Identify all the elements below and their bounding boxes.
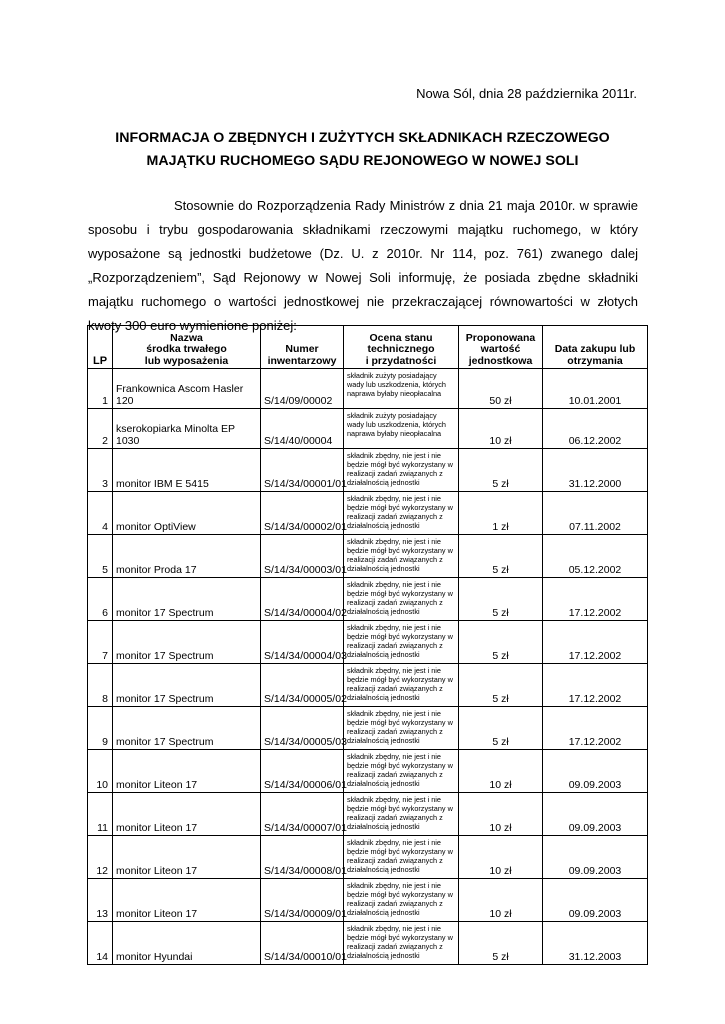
- header-name: Nazwa środka trwałego lub wyposażenia: [113, 326, 261, 369]
- table-row: [88, 750, 648, 793]
- row-condition: składnik zbędny, nie jest i nie będzie mógł być wykorzystany w realizacji zadań związanych z działalnością jednostki: [344, 922, 459, 965]
- row-value: 5 zł: [459, 449, 543, 492]
- row-number: S/14/34/00008/01: [261, 836, 344, 879]
- table-row: [88, 535, 648, 578]
- row-name: kserokopiarka Minolta EP 1030: [113, 409, 261, 449]
- table-row: [88, 793, 648, 836]
- row-condition: składnik zbędny, nie jest i nie będzie mógł być wykorzystany w realizacji zadań związanych z działalnością jednostki: [344, 449, 459, 492]
- row-name: monitor IBM E 5415: [113, 449, 261, 492]
- header-value: Proponowana wartość jednostkowa: [459, 326, 543, 369]
- row-name: monitor 17 Spectrum: [113, 578, 261, 621]
- row-lp: 3: [88, 449, 113, 492]
- row-date: 09.09.2003: [543, 836, 648, 879]
- table-row: [88, 369, 648, 409]
- row-date: 31.12.2000: [543, 449, 648, 492]
- row-lp: 6: [88, 578, 113, 621]
- table-row: [88, 879, 648, 922]
- table-row: [88, 707, 648, 750]
- header-lp: LP: [88, 326, 113, 369]
- row-date: 09.09.2003: [543, 793, 648, 836]
- row-date: 17.12.2002: [543, 578, 648, 621]
- row-name: monitor Hyundai: [113, 922, 261, 965]
- row-lp: 5: [88, 535, 113, 578]
- title-line-2: MAJĄTKU RUCHOMEGO SĄDU REJONOWEGO W NOWEJ SOLI: [146, 153, 579, 169]
- title-line-1: INFORMACJA O ZBĘDNYCH I ZUŻYTYCH SKŁADNIKACH RZECZOWEGO: [115, 130, 610, 146]
- row-date: 06.12.2002: [543, 409, 648, 449]
- row-date: 09.09.2003: [543, 879, 648, 922]
- row-number: S/14/34/00007/01: [261, 793, 344, 836]
- row-value: 5 zł: [459, 621, 543, 664]
- row-value: 5 zł: [459, 578, 543, 621]
- table-row: [88, 578, 648, 621]
- row-number: S/14/34/00006/01: [261, 750, 344, 793]
- row-date: 10.01.2001: [543, 369, 648, 409]
- row-number: S/14/34/00009/01: [261, 879, 344, 922]
- row-number: S/14/34/00004/02: [261, 578, 344, 621]
- row-condition: składnik zbędny, nie jest i nie będzie mógł być wykorzystany w realizacji zadań związanych z działalnością jednostki: [344, 535, 459, 578]
- row-value: 10 zł: [459, 750, 543, 793]
- row-name: monitor Liteon 17: [113, 750, 261, 793]
- row-condition: składnik zużyty posiadający wady lub uszkodzenia, których naprawa byłaby nieopłacalna: [344, 369, 459, 409]
- row-date: 05.12.2002: [543, 535, 648, 578]
- row-condition: składnik zbędny, nie jest i nie będzie mógł być wykorzystany w realizacji zadań związanych z działalnością jednostki: [344, 836, 459, 879]
- row-lp: 2: [88, 409, 113, 449]
- row-number: S/14/40/00004: [261, 409, 344, 449]
- row-lp: 13: [88, 879, 113, 922]
- row-condition: składnik zbędny, nie jest i nie będzie mógł być wykorzystany w realizacji zadań związanych z działalnością jednostki: [344, 707, 459, 750]
- row-name: Frankownica Ascom Hasler 120: [113, 369, 261, 409]
- row-number: S/14/34/00001/01: [261, 449, 344, 492]
- intro-paragraph: Stosownie do Rozporządzenia Rady Ministrów z dnia 21 maja 2010r. w sprawie sposobu i trybu gospodarowania składnikami rzeczowymi majątku ruchomego, w który wyposażone są jednostki budżetowe (Dz. U. z 2010r. Nr 114, poz. 761) zwanego dalej „Rozporządzeniem”, Sąd Rejonowy w Nowej Soli informuję, że posiada zbędne składniki majątku ruchomego o wartości jednostkowej nie przekraczającej równowartości w złotych kwoty 300 euro wymienione poniżej:: [88, 198, 638, 333]
- row-number: S/14/34/00005/03: [261, 707, 344, 750]
- row-lp: 12: [88, 836, 113, 879]
- table-body: [88, 369, 648, 965]
- row-value: 50 zł: [459, 369, 543, 409]
- row-condition: składnik zbędny, nie jest i nie będzie mógł być wykorzystany w realizacji zadań związanych z działalnością jednostki: [344, 492, 459, 535]
- row-name: monitor Liteon 17: [113, 836, 261, 879]
- table-row: [88, 836, 648, 879]
- row-name: monitor Proda 17: [113, 535, 261, 578]
- row-condition: składnik zbędny, nie jest i nie będzie mógł być wykorzystany w realizacji zadań związanych z działalnością jednostki: [344, 879, 459, 922]
- row-name: monitor 17 Spectrum: [113, 621, 261, 664]
- table-header-row: [88, 326, 648, 369]
- row-condition: składnik zbędny, nie jest i nie będzie mógł być wykorzystany w realizacji zadań związanych z działalnością jednostki: [344, 664, 459, 707]
- row-number: S/14/34/00005/02: [261, 664, 344, 707]
- row-condition: składnik zbędny, nie jest i nie będzie mógł być wykorzystany w realizacji zadań związanych z działalnością jednostki: [344, 750, 459, 793]
- row-condition: składnik zużyty posiadający wady lub uszkodzenia, których naprawa byłaby nieopłacalna: [344, 409, 459, 449]
- row-name: monitor Liteon 17: [113, 793, 261, 836]
- row-name: monitor 17 Spectrum: [113, 664, 261, 707]
- row-value: 5 zł: [459, 535, 543, 578]
- row-value: 5 zł: [459, 922, 543, 965]
- row-number: S/14/09/00002: [261, 369, 344, 409]
- row-value: 10 zł: [459, 409, 543, 449]
- row-number: S/14/34/00004/03: [261, 621, 344, 664]
- table-row: [88, 409, 648, 449]
- table-row: [88, 449, 648, 492]
- header-condition: Ocena stanu technicznego i przydatności: [344, 326, 459, 369]
- row-lp: 11: [88, 793, 113, 836]
- header-number: Numer inwentarzowy: [261, 326, 344, 369]
- row-value: 10 zł: [459, 836, 543, 879]
- row-value: 10 zł: [459, 879, 543, 922]
- row-date: 17.12.2002: [543, 707, 648, 750]
- row-lp: 7: [88, 621, 113, 664]
- row-number: S/14/34/00003/01: [261, 535, 344, 578]
- row-number: S/14/34/00002/01: [261, 492, 344, 535]
- row-condition: składnik zbędny, nie jest i nie będzie mógł być wykorzystany w realizacji zadań związanych z działalnością jednostki: [344, 621, 459, 664]
- row-date: 17.12.2002: [543, 621, 648, 664]
- row-value: 10 zł: [459, 793, 543, 836]
- document-title: [60, 127, 665, 173]
- row-name: monitor OptiView: [113, 492, 261, 535]
- row-condition: składnik zbędny, nie jest i nie będzie mógł być wykorzystany w realizacji zadań związanych z działalnością jednostki: [344, 793, 459, 836]
- row-name: monitor Liteon 17: [113, 879, 261, 922]
- row-date: 31.12.2003: [543, 922, 648, 965]
- row-lp: 8: [88, 664, 113, 707]
- table-row: [88, 492, 648, 535]
- row-lp: 9: [88, 707, 113, 750]
- row-value: 5 zł: [459, 707, 543, 750]
- table-row: [88, 621, 648, 664]
- row-value: 1 zł: [459, 492, 543, 535]
- table-row: [88, 922, 648, 965]
- row-lp: 14: [88, 922, 113, 965]
- header-date: Data zakupu lub otrzymania: [543, 326, 648, 369]
- row-number: S/14/34/00010/01: [261, 922, 344, 965]
- row-condition: składnik zbędny, nie jest i nie będzie mógł być wykorzystany w realizacji zadań związanych z działalnością jednostki: [344, 578, 459, 621]
- row-date: 07.11.2002: [543, 492, 648, 535]
- row-lp: 10: [88, 750, 113, 793]
- row-value: 5 zł: [459, 664, 543, 707]
- row-name: monitor 17 Spectrum: [113, 707, 261, 750]
- place-date: Nowa Sól, dnia 28 października 2011r.: [416, 86, 637, 101]
- row-lp: 1: [88, 369, 113, 409]
- assets-table: [87, 325, 648, 965]
- row-date: 09.09.2003: [543, 750, 648, 793]
- table-row: [88, 664, 648, 707]
- row-date: 17.12.2002: [543, 664, 648, 707]
- row-lp: 4: [88, 492, 113, 535]
